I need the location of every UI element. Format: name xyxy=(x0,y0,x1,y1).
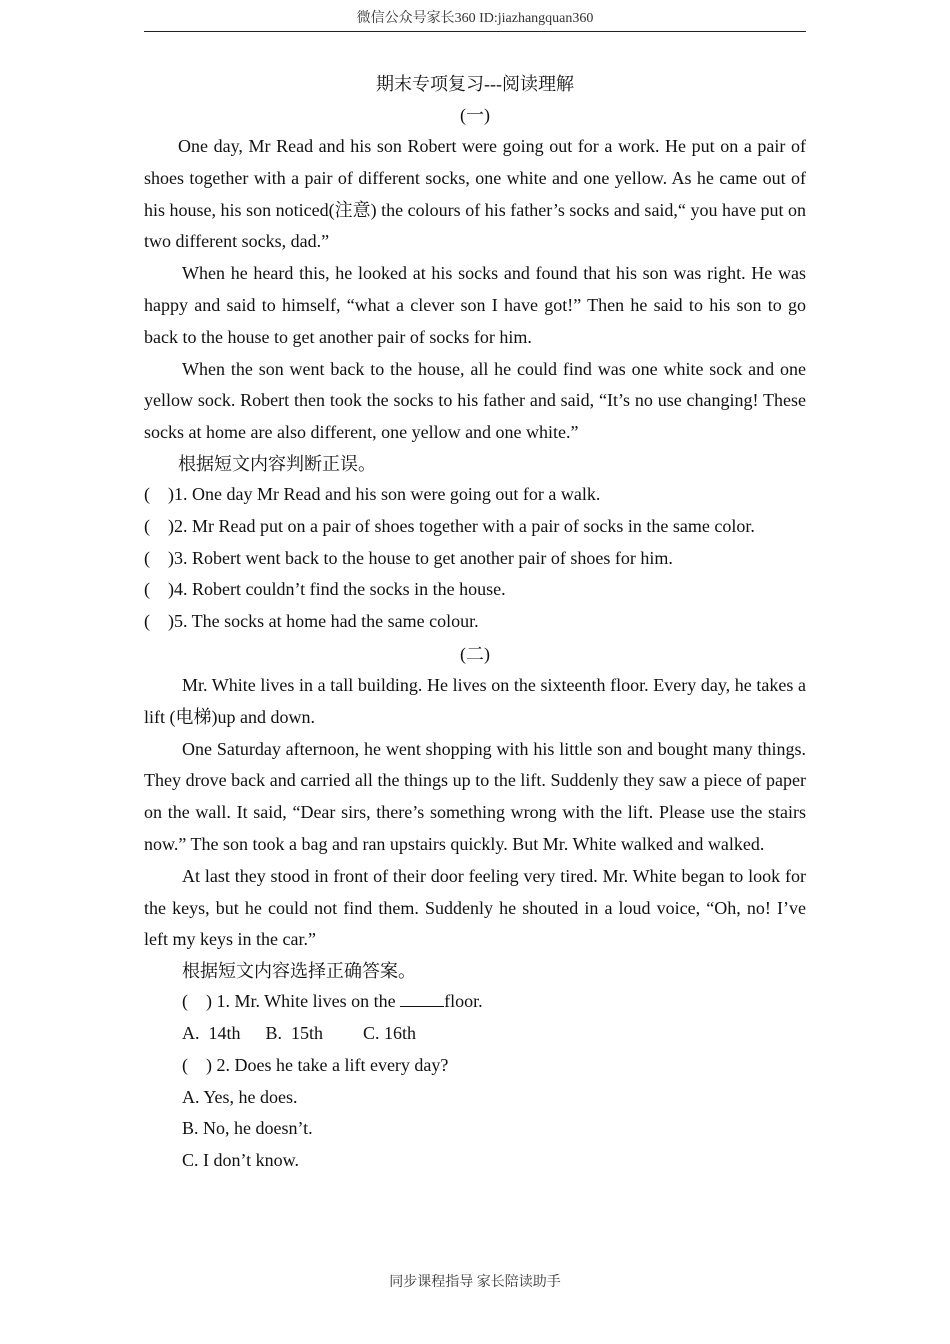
item-text: 4. Robert couldn’t find the socks in the house. xyxy=(174,579,506,600)
answer-bracket[interactable]: ( ) xyxy=(144,579,174,600)
option-a: A. 14th xyxy=(182,1022,241,1043)
section2-paragraph: Mr. White lives in a tall building. He lives on the sixteenth floor. Every day, he takes a lift (电梯)up and down. xyxy=(144,674,806,727)
section1-paragraph: When the son went back to the house, all he could find was one white sock and one yellow sock. Robert then took the socks to his father and said, “It’s no use changing! These socks at home are also different, one yellow and one white.” xyxy=(144,358,806,443)
true-false-item xyxy=(144,574,806,606)
answer-bracket[interactable]: ( ) xyxy=(144,611,174,632)
section1-heading: (一) xyxy=(460,105,490,125)
section2-paragraph: At last they stood in front of their door feeling very tired. Mr. White began to look for the keys, but he could not find them. Suddenly he shouted in a loud voice, “Oh, no! I’ve left my keys in the car.” xyxy=(144,865,806,950)
document-body xyxy=(144,69,806,1177)
option-c: C. I don’t know. xyxy=(182,1150,299,1171)
section1-paragraph: When he heard this, he looked at his socks and found that his son was right. He was happy and said to himself, “what a clever son I have got!” Then he said to his son to go back to the house to get another pair of socks for him. xyxy=(144,263,806,347)
question-text-end: floor. xyxy=(444,991,483,1012)
option-b: B. 15th xyxy=(265,1022,324,1043)
item-text: 2. Mr Read put on a pair of shoes together with a pair of socks in the same color. xyxy=(174,515,755,536)
item-text: 1. One day Mr Read and his son were going out for a walk. xyxy=(174,483,601,504)
fill-blank[interactable] xyxy=(400,990,444,1007)
true-false-item xyxy=(144,606,806,638)
true-false-item xyxy=(144,479,806,511)
page-footer xyxy=(0,1271,950,1291)
answer-bracket[interactable]: ( ) xyxy=(144,483,174,504)
question-1-options xyxy=(144,1018,806,1050)
answer-bracket[interactable]: ( ) xyxy=(144,515,174,536)
section2-instruction: 根据短文内容选择正确答案。 xyxy=(182,961,416,982)
item-text: 3. Robert went back to the house to get another pair of shoes for him. xyxy=(174,547,673,568)
option-c: C. 16th xyxy=(363,1022,417,1043)
question-1 xyxy=(144,986,806,1018)
answer-bracket[interactable]: ( ) xyxy=(144,547,174,568)
true-false-item xyxy=(144,543,806,575)
section1-instruction: 根据短文内容判断正误。 xyxy=(178,453,376,474)
answer-bracket[interactable]: ( ) xyxy=(182,991,212,1012)
header-text: 微信公众号家长360 ID:jiazhangquan360 xyxy=(356,11,594,26)
page-title: 期末专项复习---阅读理解 xyxy=(376,74,574,94)
true-false-item xyxy=(144,511,806,543)
option-a: A. Yes, he does. xyxy=(182,1086,298,1107)
section1-paragraph: One day, Mr Read and his son Robert were going out for a work. He put on a pair of shoes together with a pair of different socks, one white and one yellow. As he came out of his house, his son noticed(注意) the colours of his father’s socks and said,“ you have put on two different socks, dad.” xyxy=(144,136,806,252)
item-text: 5. The socks at home had the same colour. xyxy=(174,611,479,632)
question-2 xyxy=(144,1050,806,1082)
answer-bracket[interactable]: ( ) xyxy=(182,1054,212,1075)
section2-paragraph: One Saturday afternoon, he went shopping with his little son and bought many things. They drove back and carried all the things up to the lift. Suddenly they saw a piece of paper on the wall. It said, “Dear sirs, there’s something wrong with the lift. Please use the stairs now.” The son took a bag and ran upstairs quickly. But Mr. White walked and walked. xyxy=(144,738,806,854)
question-text: 2. Does he take a lift every day? xyxy=(212,1054,449,1075)
section2-heading: (二) xyxy=(460,643,490,664)
page-header xyxy=(144,8,806,32)
option-b: B. No, he doesn’t. xyxy=(182,1118,313,1139)
footer-text: 同步课程指导 家长陪读助手 xyxy=(389,1275,561,1290)
question-text: 1. Mr. White lives on the xyxy=(212,991,401,1012)
